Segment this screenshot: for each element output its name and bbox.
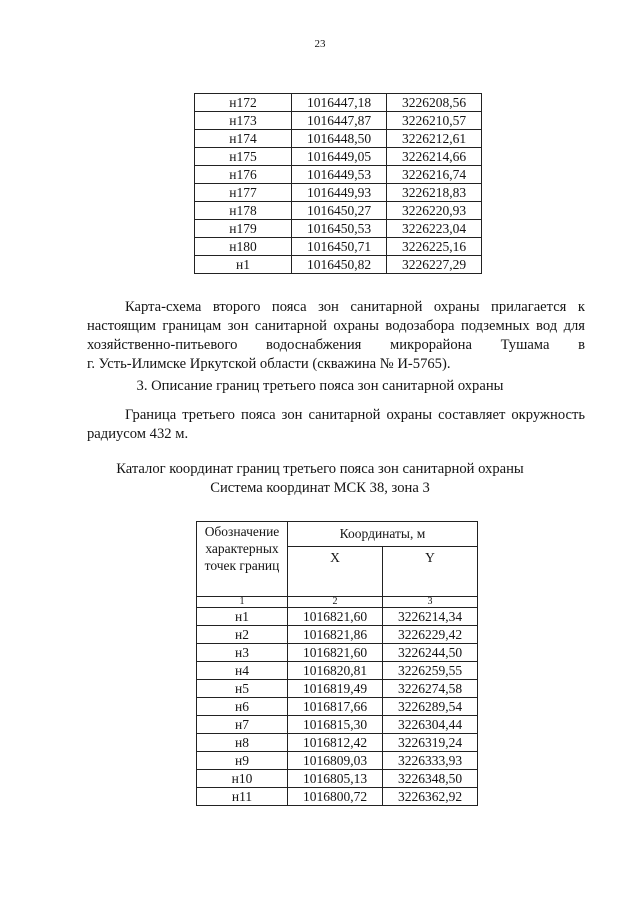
table-row: [195, 166, 482, 184]
point-name-cell: н8: [197, 734, 288, 752]
header-y: Y: [383, 547, 478, 597]
x-coordinate-cell: 1016449,93: [292, 184, 387, 202]
point-name-cell: н6: [197, 698, 288, 716]
x-coordinate-cell: 1016450,71: [292, 238, 387, 256]
y-coordinate-cell: 3226348,50: [383, 770, 478, 788]
y-coordinate-cell: 3226220,93: [387, 202, 482, 220]
y-coordinate-cell: 3226210,57: [387, 112, 482, 130]
point-name-cell: н10: [197, 770, 288, 788]
table-row: [197, 698, 478, 716]
x-coordinate-cell: 1016449,05: [292, 148, 387, 166]
y-coordinate-cell: 3226216,74: [387, 166, 482, 184]
point-name-cell: н180: [195, 238, 292, 256]
y-coordinate-cell: 3226304,44: [383, 716, 478, 734]
y-coordinate-cell: 3226218,83: [387, 184, 482, 202]
x-coordinate-cell: 1016817,66: [288, 698, 383, 716]
y-coordinate-cell: 3226223,04: [387, 220, 482, 238]
x-coordinate-cell: 1016447,18: [292, 94, 387, 112]
point-name-cell: н176: [195, 166, 292, 184]
point-name-cell: н4: [197, 662, 288, 680]
third-zone-boundary-paragraph: [87, 406, 585, 444]
y-coordinate-cell: 3226333,93: [383, 752, 478, 770]
x-coordinate-cell: 1016450,53: [292, 220, 387, 238]
column-index: 1: [197, 597, 288, 608]
x-coordinate-cell: 1016821,60: [288, 644, 383, 662]
y-coordinate-cell: 3226229,42: [383, 626, 478, 644]
header-coordinates: Координаты, м: [288, 522, 478, 547]
x-coordinate-cell: 1016815,30: [288, 716, 383, 734]
table-row: [197, 788, 478, 806]
y-coordinate-cell: 3226274,58: [383, 680, 478, 698]
x-coordinate-cell: 1016821,86: [288, 626, 383, 644]
table-row: [195, 94, 482, 112]
table-row: [195, 256, 482, 274]
x-coordinate-cell: 1016812,42: [288, 734, 383, 752]
coordinates-table-continued: [194, 93, 482, 274]
paragraph-line: радиусом 432 м.: [87, 426, 189, 442]
header-point-name: Обозначение характерных точек границ: [197, 522, 288, 597]
column-index: 3: [383, 597, 478, 608]
y-coordinate-cell: 3226244,50: [383, 644, 478, 662]
table-row: [197, 626, 478, 644]
point-name-cell: н173: [195, 112, 292, 130]
x-coordinate-cell: 1016821,60: [288, 608, 383, 626]
table-row: [195, 148, 482, 166]
table-row: [197, 662, 478, 680]
x-coordinate-cell: 1016448,50: [292, 130, 387, 148]
point-name-cell: н172: [195, 94, 292, 112]
x-coordinate-cell: 1016800,72: [288, 788, 383, 806]
paragraph-line: настоящим границам зон санитарной охраны водозабора подземных вод для: [87, 318, 585, 334]
point-name-cell: н3: [197, 644, 288, 662]
y-coordinate-cell: 3226214,66: [387, 148, 482, 166]
table-row: [195, 130, 482, 148]
y-coordinate-cell: 3226227,29: [387, 256, 482, 274]
point-name-cell: н1: [197, 608, 288, 626]
point-name-cell: н1: [195, 256, 292, 274]
x-coordinate-cell: 1016449,53: [292, 166, 387, 184]
table-row: [195, 238, 482, 256]
table-row: [197, 680, 478, 698]
x-coordinate-cell: 1016450,27: [292, 202, 387, 220]
third-zone-coordinates-table: [196, 521, 478, 806]
point-name-cell: н5: [197, 680, 288, 698]
table-row: [197, 608, 478, 626]
map-scheme-paragraph: [87, 298, 585, 374]
paragraph-line: хозяйственно-питьевого водоснабжения микрорайона Тушама в: [87, 337, 585, 353]
catalog-subtitle-line: Система координат МСК 38, зона 3: [210, 480, 430, 496]
catalog-title-line: Каталог координат границ третьего пояса зон санитарной охраны: [116, 461, 524, 477]
paragraph-line: Граница третьего пояса зон санитарной охраны составляет окружность: [125, 407, 585, 423]
section-heading: 3. Описание границ третьего пояса зон санитарной охраны: [136, 378, 504, 394]
y-coordinate-cell: 3226319,24: [383, 734, 478, 752]
x-coordinate-cell: 1016819,49: [288, 680, 383, 698]
catalog-title: [0, 460, 640, 498]
y-coordinate-cell: 3226259,55: [383, 662, 478, 680]
y-coordinate-cell: 3226214,34: [383, 608, 478, 626]
table-row: [197, 716, 478, 734]
table-row: [195, 112, 482, 130]
x-coordinate-cell: 1016809,03: [288, 752, 383, 770]
y-coordinate-cell: 3226225,16: [387, 238, 482, 256]
point-name-cell: н178: [195, 202, 292, 220]
table-row: [195, 184, 482, 202]
table-row: [197, 734, 478, 752]
y-coordinate-cell: 3226362,92: [383, 788, 478, 806]
point-name-cell: н175: [195, 148, 292, 166]
table-row: [197, 770, 478, 788]
y-coordinate-cell: 3226208,56: [387, 94, 482, 112]
page-number: 23: [314, 38, 326, 50]
point-name-cell: н179: [195, 220, 292, 238]
y-coordinate-cell: 3226212,61: [387, 130, 482, 148]
table-row: [197, 644, 478, 662]
x-coordinate-cell: 1016450,82: [292, 256, 387, 274]
point-name-cell: н7: [197, 716, 288, 734]
paragraph-line: Карта-схема второго пояса зон санитарной охраны прилагается к: [125, 299, 585, 315]
point-name-cell: н177: [195, 184, 292, 202]
x-coordinate-cell: 1016447,87: [292, 112, 387, 130]
point-name-cell: н2: [197, 626, 288, 644]
header-x: X: [288, 547, 383, 597]
x-coordinate-cell: 1016820,81: [288, 662, 383, 680]
y-coordinate-cell: 3226289,54: [383, 698, 478, 716]
point-name-cell: н11: [197, 788, 288, 806]
x-coordinate-cell: 1016805,13: [288, 770, 383, 788]
point-name-cell: н9: [197, 752, 288, 770]
point-name-cell: н174: [195, 130, 292, 148]
paragraph-line: г. Усть-Илимске Иркутской области (скважина № И-5765).: [87, 356, 451, 372]
table-row: [195, 202, 482, 220]
table-row: [195, 220, 482, 238]
column-index: 2: [288, 597, 383, 608]
table-row: [197, 752, 478, 770]
